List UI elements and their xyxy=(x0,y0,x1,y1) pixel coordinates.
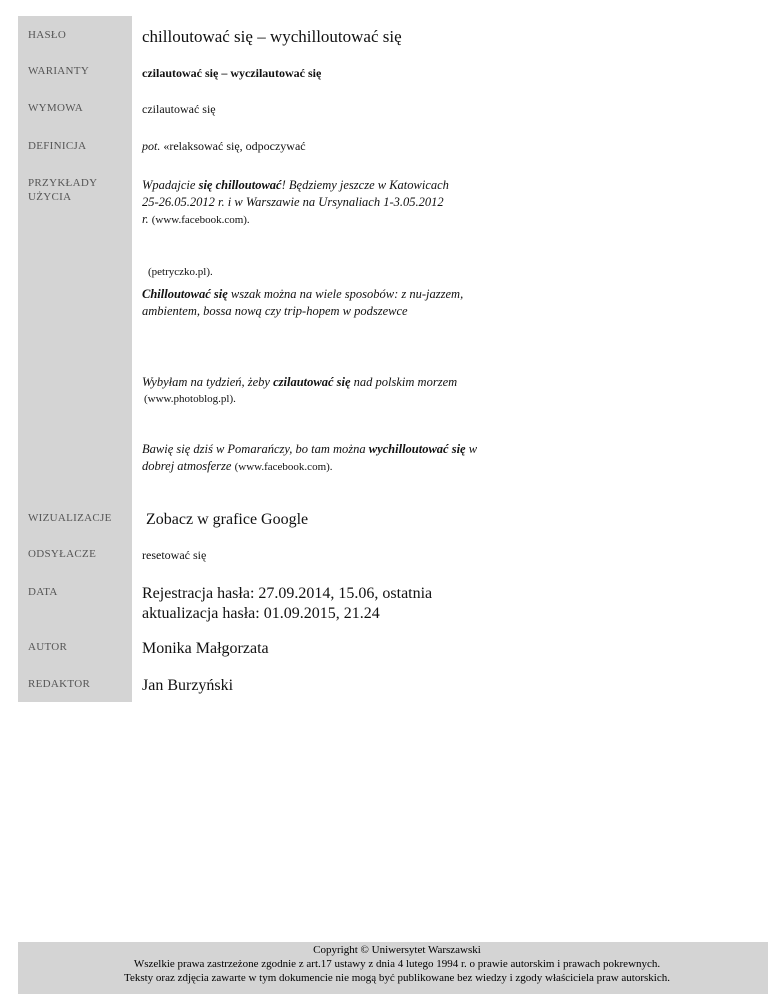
example-4-pre: Bawię się dziś w Pomarańczy, bo tam można xyxy=(142,442,369,456)
label-przyklady xyxy=(28,176,128,204)
entry-editor: Jan Burzyński xyxy=(142,677,234,694)
example-1-post: ! Będziemy jeszcze w Katowicach xyxy=(281,178,449,192)
example-3-post: nad polskim morzem xyxy=(350,375,458,389)
example-1-line2: 25-26.05.2012 r. i w Warszawie na Ursynaliach 1-3.05.2012 xyxy=(142,195,444,209)
example-3-keyword: czilautować się xyxy=(273,375,351,389)
entry-variants: czilautować się – wyczilautować się xyxy=(142,66,322,80)
example-2 xyxy=(142,264,502,320)
cross-reference: resetować się xyxy=(142,548,207,562)
definition-register: pot. xyxy=(142,139,161,153)
example-4-source: (www.facebook.com). xyxy=(234,461,333,473)
entry-definition xyxy=(142,139,306,154)
entry-pronunciation: czilautować się xyxy=(142,102,216,116)
entry-dates xyxy=(142,584,432,624)
example-1-line3: r. xyxy=(142,212,152,226)
label-przyklady-line2: UŻYCIA xyxy=(28,191,72,203)
entry-dates-line1: Rejestracja hasła: 27.09.2014, 15.06, ostatnia xyxy=(142,585,433,602)
label-definicja: DEFINICJA xyxy=(28,140,87,152)
example-3-source: (www.photoblog.pl). xyxy=(144,393,236,405)
label-przyklady-line1: PRZYKŁADY xyxy=(28,177,98,189)
label-column xyxy=(18,16,132,702)
example-2-keyword: Chilloutować się xyxy=(142,287,228,301)
label-wizualizacje: WIZUALIZACJE xyxy=(28,512,112,524)
label-wymowa: WYMOWA xyxy=(28,102,83,114)
label-autor: AUTOR xyxy=(28,641,68,653)
example-4 xyxy=(142,441,502,476)
example-1 xyxy=(142,177,502,229)
example-4-line2: dobrej atmosferze xyxy=(142,459,235,473)
entry-headword: chilloutować się – wychilloutować się xyxy=(142,27,402,46)
definition-text: «relaksować się, odpoczywać xyxy=(163,139,306,153)
label-warianty: WARIANTY xyxy=(28,65,90,77)
example-2-post: wszak można na wiele sposobów: z nu-jazzem, xyxy=(227,287,464,301)
footer-notice: Teksty oraz zdjęcia zawarte w tym dokumencie nie mogą być publikowane bez wiedzy i zgody właściciela praw autorskich. xyxy=(124,972,670,984)
example-1-source: (www.facebook.com). xyxy=(151,214,250,226)
example-1-keyword: się chilloutować xyxy=(198,178,282,192)
label-data: DATA xyxy=(28,586,58,598)
example-3 xyxy=(142,374,502,408)
example-4-keyword: wychilloutować się xyxy=(368,442,466,456)
example-3-pre: Wybyłam na tydzień, żeby xyxy=(142,375,274,389)
google-images-link[interactable]: Zobacz w grafice Google xyxy=(146,511,309,528)
copyright-footer xyxy=(18,942,768,994)
example-1-pre: Wpadajcie xyxy=(142,178,199,192)
example-2-line2: ambientem, bossa nową czy trip-hopem w podszewce xyxy=(142,304,408,318)
entry-author: Monika Małgorzata xyxy=(142,640,269,657)
label-redaktor: REDAKTOR xyxy=(28,678,91,690)
footer-copyright: Copyright © Uniwersytet Warszawski xyxy=(313,944,481,956)
label-haslo: HASŁO xyxy=(28,29,67,41)
label-odsylacze: ODSYŁACZE xyxy=(28,548,97,560)
footer-rights: Wszelkie prawa zastrzeżone zgodnie z art.17 ustawy z dnia 4 lutego 1994 r. o prawie autorskim i prawach pokrewnych. xyxy=(133,958,661,970)
example-2-source: (petryczko.pl). xyxy=(148,266,213,278)
example-4-post: w xyxy=(465,442,478,456)
entry-dates-line2: aktualizacja hasła: 01.09.2015, 21.24 xyxy=(142,605,380,622)
